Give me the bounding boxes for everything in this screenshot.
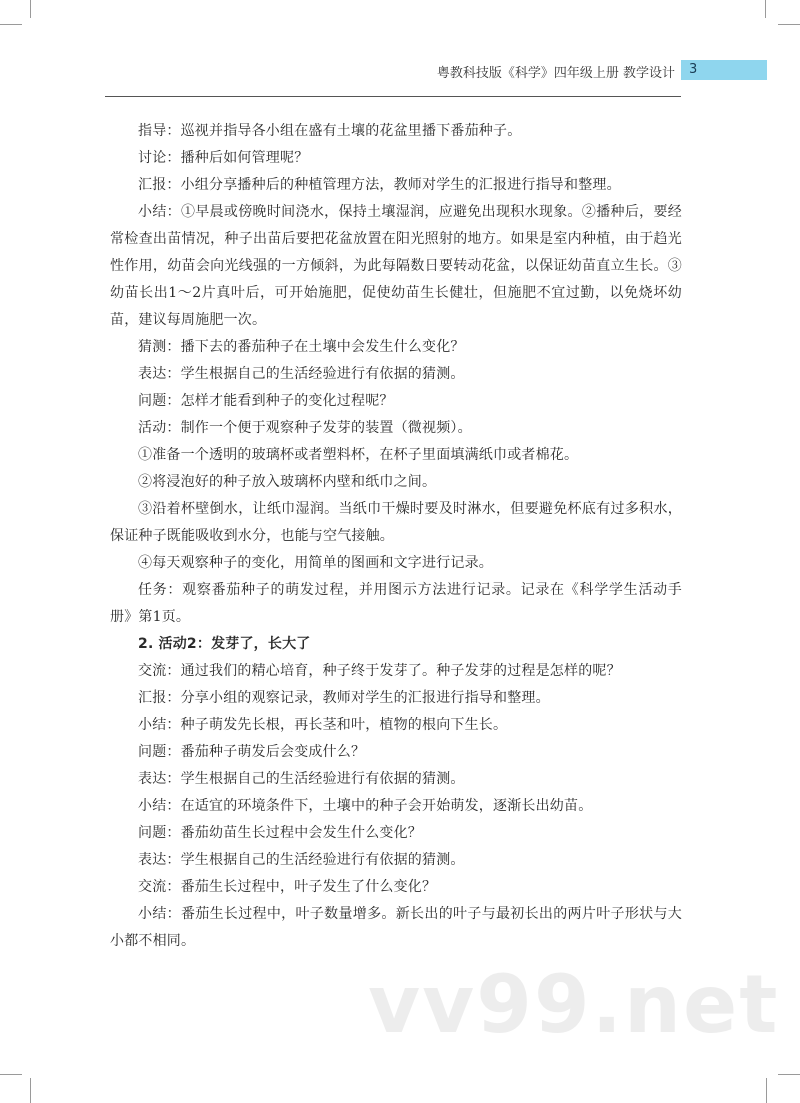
paragraph-guidance: 指导：巡视并指导各小组在盛有土壤的花盆里播下番茄种子。	[138, 123, 522, 139]
paragraph-step-4: ④每天观察种子的变化，用简单的图画和文字进行记录。	[138, 555, 493, 571]
watermark: vv99.net	[368, 958, 780, 1051]
header-rule	[105, 96, 681, 97]
paragraph-summary-leaves: 小结：番茄生长过程中，叶子数量增多。新长出的叶子与最初长出的两片叶子形状与大小都不相同。	[110, 906, 682, 949]
crop-mark-bottom-right-v	[766, 1078, 767, 1103]
paragraph-step-1: ①准备一个透明的玻璃杯或者塑料杯，在杯子里面填满纸巾或者棉花。	[138, 447, 579, 463]
crop-mark-top-right-h	[778, 24, 800, 25]
paragraph-question: 问题：怎样才能看到种子的变化过程呢？	[138, 393, 394, 409]
section-heading-activity-2: 2. 活动2：发芽了，长大了	[138, 636, 311, 652]
crop-mark-top-right-v	[765, 0, 766, 18]
paragraph-summary-care: 小结：①早晨或傍晚时间浇水，保持土壤湿润，应避免出现积水现象。②播种后，要经常检查出苗情况，种子出苗后要把花盆放置在阳光照射的地方。如果是室内种植，由于趋光性作用，幼苗会向光线强的一方倾斜，为此每隔数日要转动花盆，以保证幼苗直立生长。③幼苗长出1～2片真叶后，可开始施肥，促使幼苗生长健壮，但施肥不宜过勤，以免烧坏幼苗，建议每周施肥一次。	[110, 204, 682, 328]
paragraph-expression: 表达：学生根据自己的生活经验进行有依据的猜测。	[138, 366, 465, 382]
crop-mark-bottom-left-v	[30, 1078, 31, 1103]
paragraph-discussion: 讨论：播种后如何管理呢？	[138, 150, 309, 166]
page-number: 3	[681, 60, 767, 80]
paragraph-step-2: ②将浸泡好的种子放入玻璃杯内壁和纸巾之间。	[138, 474, 437, 490]
crop-mark-bottom-left-h	[0, 1074, 22, 1075]
paragraph-exchange-2: 交流：番茄生长过程中，叶子发生了什么变化？	[138, 879, 437, 895]
paragraph-summary-seedling: 小结：在适宜的环境条件下，土壤中的种子会开始萌发，逐渐长出幼苗。	[138, 798, 593, 814]
paragraph-expression-3: 表达：学生根据自己的生活经验进行有依据的猜测。	[138, 852, 465, 868]
paragraph-exchange: 交流：通过我们的精心培育，种子终于发芽了。种子发芽的过程是怎样的呢？	[138, 663, 621, 679]
crop-mark-top-left-v	[30, 0, 31, 18]
header-title: 粤教科技版《科学》四年级上册 教学设计	[436, 66, 675, 81]
paragraph-report-2: 汇报：分享小组的观察记录，教师对学生的汇报进行指导和整理。	[138, 690, 550, 706]
paragraph-step-3: ③沿着杯壁倒水，让纸巾湿润。当纸巾干燥时要及时淋水，但要避免杯底有过多积水，保证种子既能吸收到水分，也能与空气接触。	[110, 501, 682, 544]
paragraph-question-3: 问题：番茄幼苗生长过程中会发生什么变化？	[138, 825, 422, 841]
paragraph-report: 汇报：小组分享播种后的种植管理方法，教师对学生的汇报进行指导和整理。	[138, 177, 621, 193]
document-body	[110, 118, 682, 955]
running-header	[105, 60, 767, 82]
crop-mark-top-left-h	[0, 24, 22, 25]
paragraph-question-2: 问题：番茄种子萌发后会变成什么？	[138, 744, 366, 760]
crop-mark-bottom-right-h	[778, 1074, 800, 1075]
paragraph-activity: 活动：制作一个便于观察种子发芽的装置（微视频）。	[138, 420, 472, 436]
paragraph-expression-2: 表达：学生根据自己的生活经验进行有依据的猜测。	[138, 771, 465, 787]
paragraph-guess: 猜测：播下去的番茄种子在土壤中会发生什么变化？	[138, 339, 465, 355]
paragraph-summary-root: 小结：种子萌发先长根，再长茎和叶，植物的根向下生长。	[138, 717, 508, 733]
paragraph-task: 任务：观察番茄种子的萌发过程，并用图示方法进行记录。记录在《科学学生活动手册》第1页。	[110, 582, 682, 625]
